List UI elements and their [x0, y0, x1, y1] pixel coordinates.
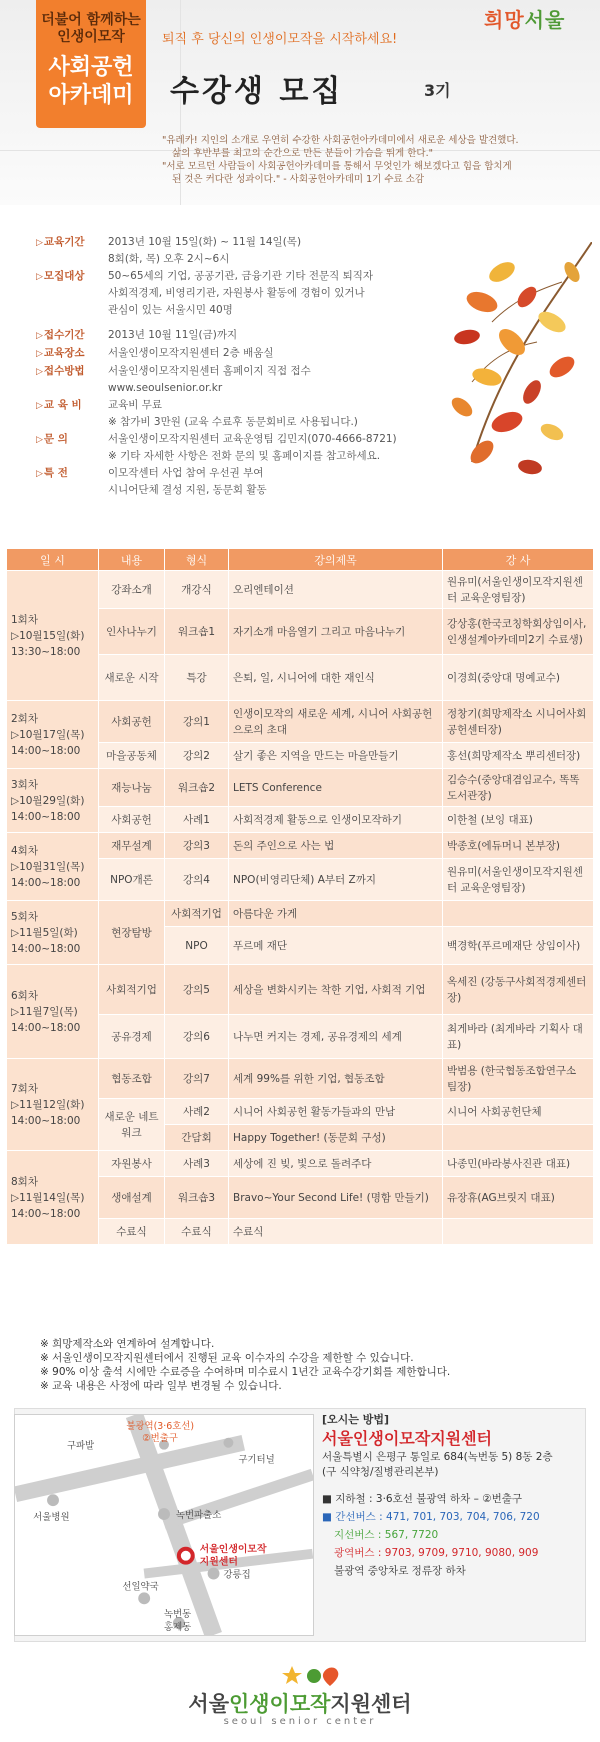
cell-content: 수료식 — [99, 1219, 165, 1245]
hero-banner — [0, 0, 600, 205]
note-line: ※ 희망제작소와 연계하여 설계합니다. — [40, 1338, 215, 1350]
info-fee — [36, 397, 436, 431]
bus-stop-info: 불광역 중앙차로 정류장 하차 — [334, 1565, 466, 1577]
logo-text-main: 희망 — [484, 8, 525, 32]
info-line: 이모작센터 사업 참여 우선권 부여 — [108, 467, 264, 479]
info-label — [36, 345, 108, 363]
triangle-icon: ▷ — [36, 435, 43, 445]
info-label — [36, 268, 108, 319]
session-time: 13:30~18:00 — [11, 645, 81, 658]
cell-title: 살기 좋은 지역을 만드는 마을만들기 — [229, 743, 443, 769]
cell-title: 시니어 사회공헌 활동가들과의 만남 — [229, 1099, 443, 1125]
info-method — [36, 363, 436, 397]
map-label-hospital: 서울병원 — [33, 1512, 70, 1524]
cell-format: 수료식 — [165, 1219, 229, 1245]
generation-label: 3기 — [424, 81, 451, 100]
info-label — [36, 327, 108, 345]
center-name-c: 지원센터 — [330, 1692, 412, 1716]
session-date: ▷10월31일(목) — [11, 860, 85, 873]
info-label-text: 특 전 — [43, 467, 68, 479]
cell-lecturer: 박종호(에듀머니 본부장) — [443, 833, 594, 859]
cell-lecturer — [443, 901, 594, 927]
cell-format: 워크숍2 — [165, 769, 229, 807]
info-period — [36, 234, 436, 268]
quote-line: "유레카! 지인의 소개로 우연히 수강한 사회공헌아카데미에서 새로운 세상을 발견했다. — [162, 135, 519, 146]
center-name-a: 서울 — [188, 1692, 229, 1716]
cell-format: 강의5 — [165, 965, 229, 1015]
cell-title: 사회적경제 활동으로 인생이모작하기 — [229, 807, 443, 833]
cell-lecturer — [443, 1125, 594, 1151]
map-label-nokbeon: 녹번동 — [164, 1609, 192, 1621]
cell-format: NPO — [165, 927, 229, 965]
badge-line-4: 아카데미 — [48, 83, 134, 108]
cell-lecturer — [443, 1219, 594, 1245]
cell-content: 마을공동체 — [99, 743, 165, 769]
location-map[interactable] — [14, 1414, 314, 1636]
map-label-exit: 불광역(3·6호선) — [126, 1420, 195, 1432]
hope-seoul-logo — [484, 4, 565, 33]
cell-lecturer: 이경희(중앙대 명예교수) — [443, 655, 594, 701]
cell-format: 개강식 — [165, 571, 229, 609]
address: 서울특별시 은평구 통일로 684(녹번동 5) 8동 2층 — [322, 1451, 553, 1463]
wide-bus-info: 광역버스 : 9703, 9709, 9710, 9080, 909 — [334, 1547, 539, 1559]
cell-format: 간담회 — [165, 1125, 229, 1151]
cell-title: 세상을 변화시키는 착한 기업, 사회적 기업 — [229, 965, 443, 1015]
info-line: 2013년 10월 11일(금)까지 — [108, 329, 238, 341]
map-label-gugiteoneol: 구기터널 — [238, 1454, 275, 1466]
cell-content: 사회공헌 — [99, 807, 165, 833]
directions-header: [오시는 방법] — [322, 1413, 390, 1426]
session-cell — [7, 701, 99, 769]
badge-line-1: 더불어 함께하는 — [41, 12, 141, 28]
info-label-text: 교육장소 — [43, 347, 85, 359]
info-label-text: 접수방법 — [43, 365, 85, 377]
session-date: ▷11월5일(화) — [11, 926, 78, 939]
cell-lecturer: 이한철 (보잉 대표) — [443, 807, 594, 833]
info-value — [108, 234, 436, 268]
info-value — [108, 431, 436, 465]
session-time: 14:00~18:00 — [11, 744, 81, 757]
map-label-pharmacy: 선일약국 — [122, 1581, 159, 1593]
cell-format: 강의6 — [165, 1015, 229, 1059]
info-value — [108, 327, 436, 345]
info-label — [36, 397, 108, 431]
badge-line-2: 인생이모작 — [57, 29, 125, 45]
session-round: 4회차 — [11, 844, 38, 857]
cell-content: 재능나눔 — [99, 769, 165, 807]
cell-lecturer: 강상홍(한국코칭학회상임이사, 인생설계아카데미2기 수료생) — [443, 609, 594, 655]
cell-content: 재무설계 — [99, 833, 165, 859]
table-row — [7, 769, 594, 807]
info-section — [36, 234, 436, 499]
cell-format: 사례3 — [165, 1151, 229, 1177]
cell-content: 생애설계 — [99, 1177, 165, 1219]
cell-lecturer: 시니어 사회공헌단체 — [443, 1099, 594, 1125]
info-value — [108, 465, 436, 499]
info-line: 관심이 있는 서울시민 40명 — [108, 304, 233, 316]
cell-title: 세상에 진 빚, 빛으로 돌려주다 — [229, 1151, 443, 1177]
badge-line-3: 사회공헌 — [48, 55, 134, 80]
triangle-icon: ▷ — [36, 272, 43, 282]
session-round: 5회차 — [11, 910, 38, 923]
cell-lecturer: 박범용 (한국협동조합연구소 팀장) — [443, 1059, 594, 1099]
session-cell — [7, 1151, 99, 1245]
spacer — [36, 319, 436, 327]
info-label — [36, 363, 108, 397]
cell-content: 사회공헌 — [99, 701, 165, 743]
map-label-center-2: 지원센터 — [199, 1556, 238, 1568]
autumn-leaves-illustration — [442, 242, 592, 482]
page-title: 수강생 모집 — [170, 74, 344, 109]
cell-title: 세계 99%를 위한 기업, 협동조합 — [229, 1059, 443, 1099]
cell-lecturer: 홍선(희망제작소 뿌리센터장) — [443, 743, 594, 769]
info-contact — [36, 431, 436, 465]
info-value — [108, 268, 436, 319]
info-label-text: 문 의 — [43, 433, 68, 445]
info-line: 서울인생이모작지원센터 홈페이지 직접 접수 — [108, 365, 311, 377]
info-value — [108, 363, 436, 397]
session-cell — [7, 1059, 99, 1151]
academy-badge — [36, 0, 146, 128]
info-label — [36, 234, 108, 268]
quote-line: 된 것은 커다란 성과이다." - 사회공헌아카데미 1기 수료 소감 — [172, 174, 425, 185]
cell-lecturer: 원유미(서울인생이모작지원센터 교육운영팀장) — [443, 859, 594, 901]
cell-format: 강의3 — [165, 833, 229, 859]
cell-title: 아름다운 가게 — [229, 901, 443, 927]
session-time: 14:00~18:00 — [11, 1114, 81, 1127]
info-line: 시니어단체 결성 지원, 동문회 활동 — [108, 484, 267, 496]
branch-bus-info: 지선버스 : 567, 7720 — [334, 1529, 439, 1541]
session-cell — [7, 833, 99, 901]
info-value — [108, 345, 436, 363]
cell-content: 공유경제 — [99, 1015, 165, 1059]
info-label-text: 교육기간 — [43, 236, 85, 248]
cell-format: 사례2 — [165, 1099, 229, 1125]
session-date: ▷10월17일(목) — [11, 728, 85, 741]
cell-content: 강좌소개 — [99, 571, 165, 609]
cell-title: 돈의 주인으로 사는 법 — [229, 833, 443, 859]
map-label-gupabal: 구파발 — [66, 1440, 95, 1452]
map-label-police: 녹번파출소 — [175, 1510, 222, 1522]
session-round: 2회차 — [11, 712, 38, 725]
note-line: ※ 90% 이상 출석 시에만 수료증을 수여하며 미수료시 1년간 교육수강기회를 제한합니다. — [40, 1366, 451, 1378]
notes-section — [40, 1337, 580, 1393]
map-label-exit2: ②번출구 — [142, 1432, 178, 1444]
cell-format: 강의2 — [165, 743, 229, 769]
cell-content: 현장탐방 — [99, 901, 165, 965]
info-perks — [36, 465, 436, 499]
cell-title: NPO(비영리단체) A부터 Z까지 — [229, 859, 443, 901]
info-label — [36, 465, 108, 499]
table-row — [7, 1059, 594, 1099]
note-line: ※ 서울인생이모작지원센터에서 진행된 교육 이수자의 수강을 제한할 수 있습니다. — [40, 1352, 414, 1364]
cell-lecturer: 나종민(바라봉사진관 대표) — [443, 1151, 594, 1177]
session-date: ▷11월12일(화) — [11, 1098, 85, 1111]
address-note: (구 식약청/질병관리본부) — [322, 1466, 439, 1478]
cell-content: 새로운 네트워크 — [99, 1099, 165, 1151]
quote-line: 삶의 후반부를 최고의 순간으로 만든 분들이 가슴을 뛰게 한다." — [172, 148, 433, 159]
cell-format: 강의1 — [165, 701, 229, 743]
table-row — [7, 1151, 594, 1177]
cell-format: 강의4 — [165, 859, 229, 901]
map-label-hongje: 홍제동 — [164, 1622, 192, 1634]
cell-lecturer: 백경학(푸르메재단 상임이사) — [443, 927, 594, 965]
col-format: 형식 — [165, 549, 229, 571]
triangle-icon: ▷ — [36, 367, 43, 377]
session-cell — [7, 769, 99, 833]
info-deadline — [36, 327, 436, 345]
col-content: 내용 — [99, 549, 165, 571]
info-line: 50~65세의 기업, 공공기관, 금융기관 기타 전문직 퇴직자 — [108, 270, 374, 282]
center-logo-mark — [282, 1664, 342, 1688]
website-link[interactable]: www.seoulsenior.or.kr — [108, 382, 223, 394]
cell-title: 수료식 — [229, 1219, 443, 1245]
session-round: 7회차 — [11, 1082, 38, 1095]
note-line: ※ 교육 내용은 사정에 따라 일부 변경될 수 있습니다. — [40, 1380, 282, 1392]
triangle-icon: ▷ — [36, 469, 43, 479]
info-target — [36, 268, 436, 319]
cell-lecturer: 최게바라 (최게바라 기획사 대표) — [443, 1015, 594, 1059]
cell-lecturer: 옥세진 (강동구사회적경제센터장) — [443, 965, 594, 1015]
cell-title: LETS Conference — [229, 769, 443, 807]
cell-title: Bravo~Your Second Life! (명함 만들기) — [229, 1177, 443, 1219]
subway-info: ■ 지하철 : 3·6호선 불광역 하차 – ②번출구 — [322, 1493, 523, 1505]
cell-title: 나누면 커지는 경제, 공유경제의 세계 — [229, 1015, 443, 1059]
cell-lecturer: 정창기(희망제작소 시니어사회공헌센터장) — [443, 701, 594, 743]
session-cell — [7, 901, 99, 965]
session-date: ▷11월14일(목) — [11, 1191, 85, 1204]
info-line: 8회(화, 목) 오후 2시~6시 — [108, 253, 230, 265]
cell-title: 자기소개 마음열기 그리고 마음나누기 — [229, 609, 443, 655]
center-english-name: seoul senior center — [223, 1716, 377, 1727]
quote-line: "서로 모르던 사람들이 사회공헌아카데미를 통해서 무엇인가 해보겠다고 힘을 합치게 — [162, 161, 512, 172]
cell-title: 푸르메 재단 — [229, 927, 443, 965]
center-name — [0, 1688, 600, 1718]
session-round: 6회차 — [11, 989, 38, 1002]
session-round: 8회차 — [11, 1175, 38, 1188]
info-label-text: 교 육 비 — [43, 399, 82, 411]
cell-content: 협동조합 — [99, 1059, 165, 1099]
info-line: ※ 참가비 3만원 (교육 수료후 동문회비로 사용됩니다.) — [108, 416, 358, 428]
cell-content: 새로운 시작 — [99, 655, 165, 701]
triangle-icon: ▷ — [36, 331, 43, 341]
info-line: 서울인생이모작지원센터 교육운영팀 김민지(070-4666-8721) — [108, 433, 397, 445]
cell-format: 워크숍1 — [165, 609, 229, 655]
session-time: 14:00~18:00 — [11, 1207, 81, 1220]
cell-title: 은퇴, 일, 시니어에 대한 재인식 — [229, 655, 443, 701]
cell-lecturer: 김승수(중앙대겸임교수, 똑똑도서관장) — [443, 769, 594, 807]
table-row — [7, 901, 594, 927]
cell-lecturer: 원유미(서울인생이모작지원센터 교육운영팀장) — [443, 571, 594, 609]
directions-title: 서울인생이모작지원센터 — [322, 1429, 493, 1448]
session-round: 1회차 — [11, 613, 38, 626]
session-date: ▷10월15일(화) — [11, 629, 85, 642]
table-row — [7, 701, 594, 743]
session-round: 3회차 — [11, 778, 38, 791]
center-name-b: 인생이모작 — [228, 1692, 331, 1716]
col-lecturer: 강 사 — [443, 549, 594, 571]
session-time: 14:00~18:00 — [11, 876, 81, 889]
info-label — [36, 431, 108, 465]
cell-content: 인사나누기 — [99, 609, 165, 655]
info-label-text: 접수기간 — [43, 329, 85, 341]
session-cell — [7, 571, 99, 701]
col-title: 강의제목 — [229, 549, 443, 571]
cell-format: 사례1 — [165, 807, 229, 833]
center-location-marker[interactable] — [179, 1549, 193, 1563]
info-label-text: 모집대상 — [43, 270, 85, 282]
logo-text-accent: 서울 — [524, 8, 566, 32]
session-date: ▷10월29일(화) — [11, 794, 85, 807]
table-header-row — [7, 549, 594, 571]
schedule-table — [6, 548, 594, 1245]
triangle-icon: ▷ — [36, 238, 43, 248]
info-line: 사회적경제, 비영리기관, 자원봉사 활동에 경험이 있거나 — [108, 287, 365, 299]
session-time: 14:00~18:00 — [11, 942, 81, 955]
footer — [0, 1646, 600, 1742]
info-line: 2013년 10월 15일(화) ~ 11월 14일(목) — [108, 236, 302, 248]
session-time: 14:00~18:00 — [11, 1021, 81, 1034]
map-label-gangrong: 강릉집 — [223, 1569, 251, 1581]
info-value — [108, 397, 436, 431]
info-line: 서울인생이모작지원센터 2층 배움실 — [108, 347, 274, 359]
cell-title: 인생이모작의 새로운 세계, 시니어 사회공헌으로의 초대 — [229, 701, 443, 743]
col-date: 일 시 — [7, 549, 99, 571]
tagline: 퇴직 후 당신의 인생이모작을 시작하세요! — [162, 32, 398, 47]
cell-content: 자원봉사 — [99, 1151, 165, 1177]
cell-content: 사회적기업 — [99, 965, 165, 1015]
info-line: 교육비 무료 — [108, 399, 163, 411]
trunk-bus-info: ■ 간선버스 : 471, 701, 703, 704, 706, 720 — [322, 1511, 540, 1523]
directions — [322, 1412, 584, 1580]
cell-lecturer: 유장휴(AG브릿지 대표) — [443, 1177, 594, 1219]
session-date: ▷11월7일(목) — [11, 1005, 78, 1018]
table-row — [7, 571, 594, 609]
cell-title: 오리엔테이션 — [229, 571, 443, 609]
spacer — [322, 1480, 584, 1490]
cell-title: Happy Together! (동문회 구성) — [229, 1125, 443, 1151]
triangle-icon: ▷ — [36, 401, 43, 411]
info-line: ※ 기타 자세한 사항은 전화 문의 및 홈페이지를 참고하세요. — [108, 450, 381, 462]
table-row — [7, 965, 594, 1015]
session-time: 14:00~18:00 — [11, 810, 81, 823]
triangle-icon: ▷ — [36, 349, 43, 359]
info-venue — [36, 345, 436, 363]
cell-format: 강의7 — [165, 1059, 229, 1099]
cell-content: NPO개론 — [99, 859, 165, 901]
session-cell — [7, 965, 99, 1059]
cell-format: 워크숍3 — [165, 1177, 229, 1219]
cell-format: 특강 — [165, 655, 229, 701]
map-label-center: 서울인생이모작 — [199, 1543, 267, 1555]
cell-format: 사회적기업 — [165, 901, 229, 927]
table-row — [7, 833, 594, 859]
